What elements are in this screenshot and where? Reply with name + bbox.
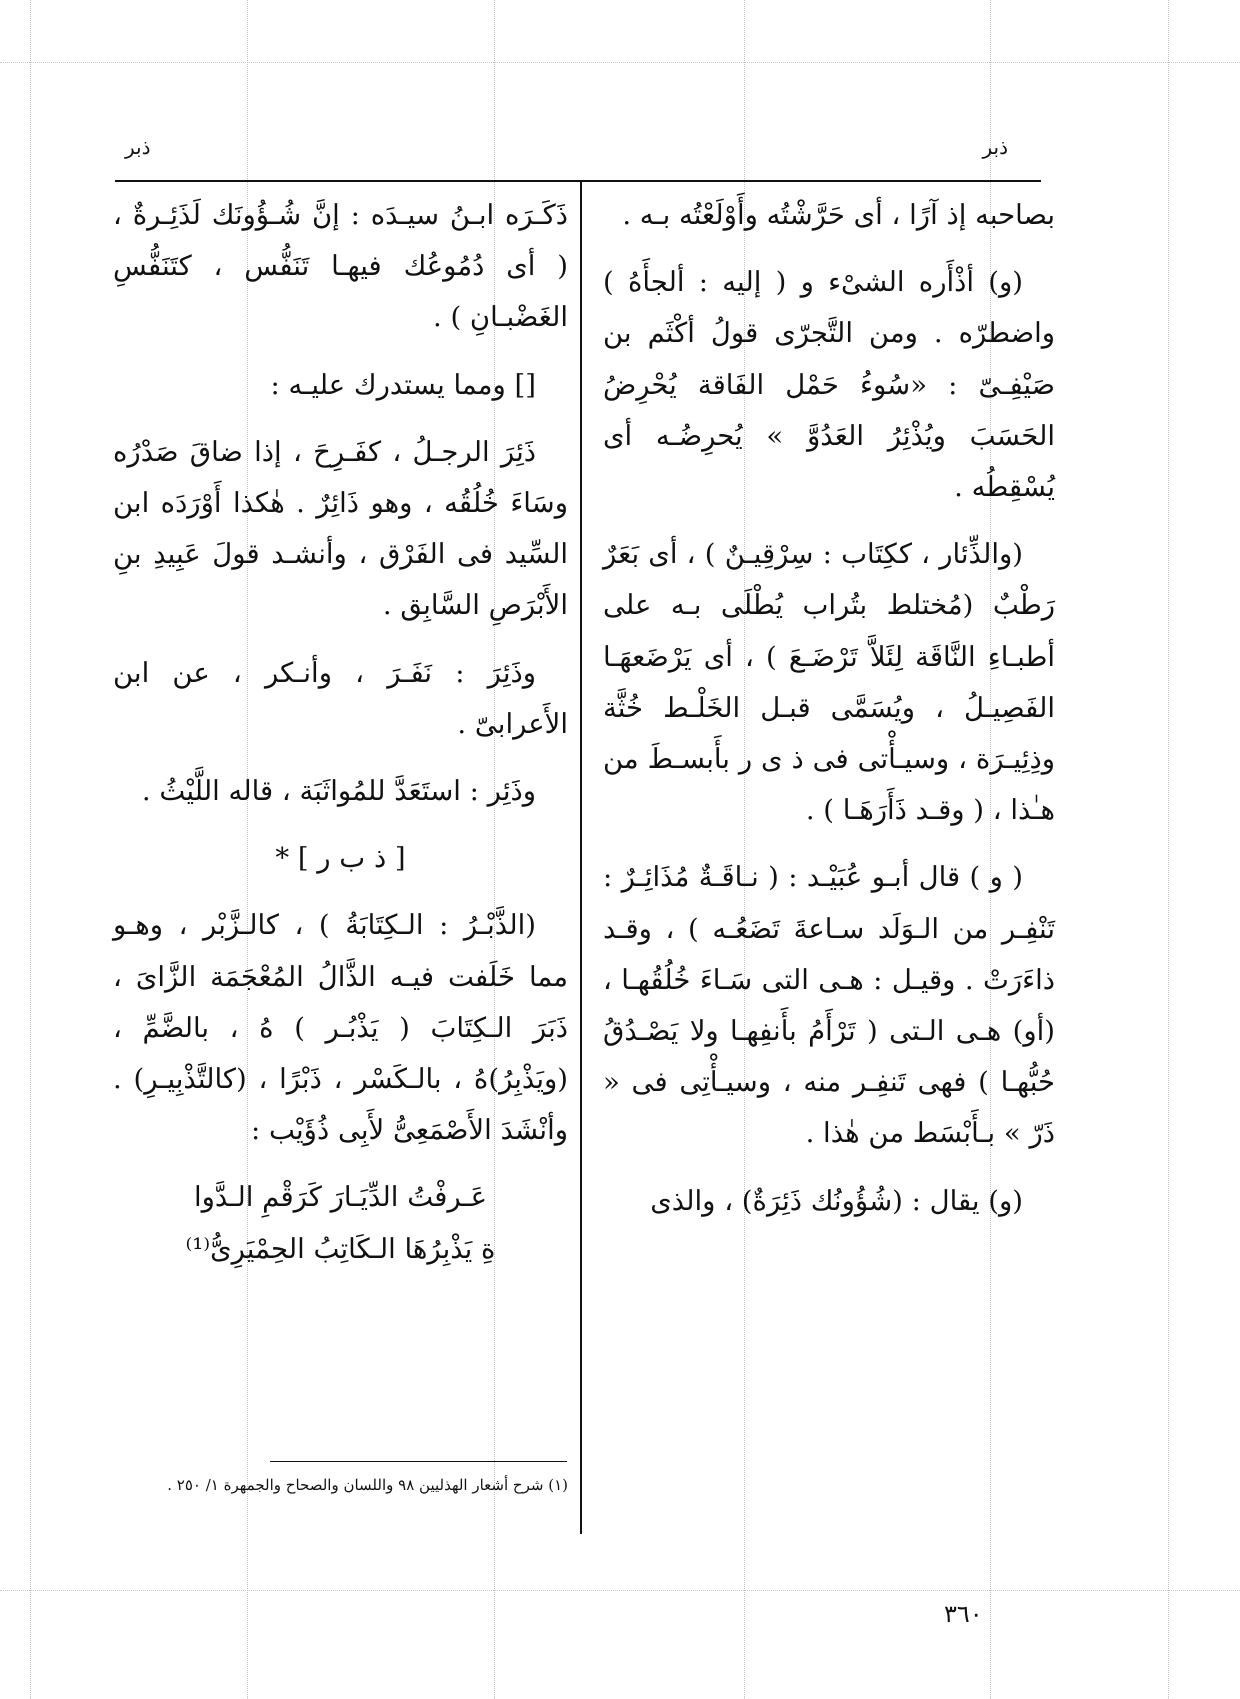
paragraph: وذَئِرَ : نَفَـرَ ، وأنـكر ، عن ابن الأَعرابىّ .: [113, 656, 568, 740]
page-number: ٣٦٠: [944, 1600, 983, 1628]
paragraph: ( و ) قال أبـو عُبَيْـد : ( نـاقَـةٌ مُذَائِـرٌ : تَنْفِـر من الـوَلَد سـاعةَ تَضَعُـه ) ، وقـد ذاءَرَتْ . وقيـل : هـى التى سَـاءَ خُلُقُهـا ، (أو) هـى الـتى ( تَرْأَمُ بأَنفِهـا ولا يَصْـدُقُ حُبُّهـا ) فهى تَنفِـر منه ، وسيـأْتِى فى « ذَرّ » بـأَبْسَط من هٰذا .: [603, 861, 1055, 1150]
right-column: [603, 190, 1055, 1243]
paragraph: (الذَّبْـرُ : الـكِتَابَةُ ) ، كالـزَّبْر ، وهـو مما خَلَفت فيـه الذَّالُ المُعْجَمَة الزَّاىَ ، ذَبَرَ الـكِتَابَ ( يَذْبُـر ) هُ ، بالضَّمِّ ، (ويَذْبِرُ)هُ ، بالـكَسْر ، ذَبْرًا ، (كالتَّذْبِيـرِ) . وأنْشَدَ الأَصْمَعِىُّ لأَبِى ذُؤَيْب :: [113, 909, 568, 1147]
paragraph: (والذِّئار ، ككِتَاب : سِرْقِيـنٌ ) ، أى بَعَرٌ رَطْبٌ (مُختلط بتُراب يُطْلَى بـه على أطبـاءِ النَّاقَة لِئَلاَّ تَرْضَـعَ ) ، أى يَرْضَعهَـا الفَصِيـلُ ، ويُسَمَّى قبـل الخَلْـط خُثَّة وذِئِيـرَة ، وسيـأْتى فى ذ ى ر بأَبسـطَ من هـٰذا ، ( وقـد ذَأَرَهَـا ) .: [603, 538, 1055, 827]
scan-artifact: [30, 0, 31, 1699]
verse-line: عَـرفْتُ الدِّيَـارَ كَرَقْمِ الـدَّوا: [194, 1181, 487, 1214]
scan-artifact: [0, 62, 1240, 63]
paragraph: (و) يقال : (شُؤُونُك ذَئِرَةٌ) ، والذى: [650, 1184, 1023, 1217]
paragraph: [] ومما يستدرك عليـه :: [270, 368, 536, 401]
paragraph: (و) أذْأَره الشىْء و ( إليه : ألجأَهُ ) واضطرّه . ومن التَّجرّى قولُ أكْثَم بن صَيْفِـىّ : «سُوءُ حَمْل الفَاقة يُحْرِضُ الحَسَبَ ويُذْئِرُ العَدُوَّ » يُحرِضُـه أى يُسْقِطُه .: [603, 266, 1055, 504]
entry-heading: [ ذ ب ر ] *: [275, 842, 406, 875]
paragraph: ذَئِرَ الرجـلُ ، كفَـرِحَ ، إذا ضاقَ صَدْرُه وسَاءَ خُلُقُه ، وهو ذَائِرٌ . هٰكذا أَوْرَدَه ابن السِّيد فى الفَرْق ، وأنشـد قولَ عَبِيدِ بنِ الأَبْرَصِ السَّابِق .: [113, 435, 568, 622]
left-column: [113, 190, 568, 1291]
header-rule: [115, 180, 1041, 182]
running-head-right: ذبر: [982, 135, 1008, 159]
paragraph: وذَئِر : استَعَدَّ للمُواثَبَة ، قاله اللَّيْثُ .: [141, 775, 536, 808]
verse-line: ةِ يَذْبِرُهَا الـكَاتِبُ الحِمْيَرِىُّ⁽¹⁾: [185, 1232, 496, 1265]
scan-artifact: [0, 1590, 1240, 1591]
running-head-left: ذبر: [125, 135, 151, 159]
footnote-rule: [270, 1461, 567, 1462]
paragraph: بصاحبه إذ آرًا ، أى حَرَّشْتُه وأَوْلَعْتُه بـه .: [622, 199, 1055, 231]
column-divider: [580, 182, 582, 1534]
footnote: (١) شرح أشعار الهذليين ٩٨ واللسان والصحاح والجمهرة ١/ ٢٥٠ .: [167, 1476, 568, 1494]
paragraph: ذَكَـرَه ابـنُ سيـدَه : إنَّ شُـؤُونَك لَذَئِـرةٌ ، ( أى دُمُوعُك فيهـا تَنَفُّس ، كتَنَفُّسِ الغَضْبـانِ ) .: [113, 199, 568, 334]
scan-artifact: [1168, 0, 1169, 1699]
